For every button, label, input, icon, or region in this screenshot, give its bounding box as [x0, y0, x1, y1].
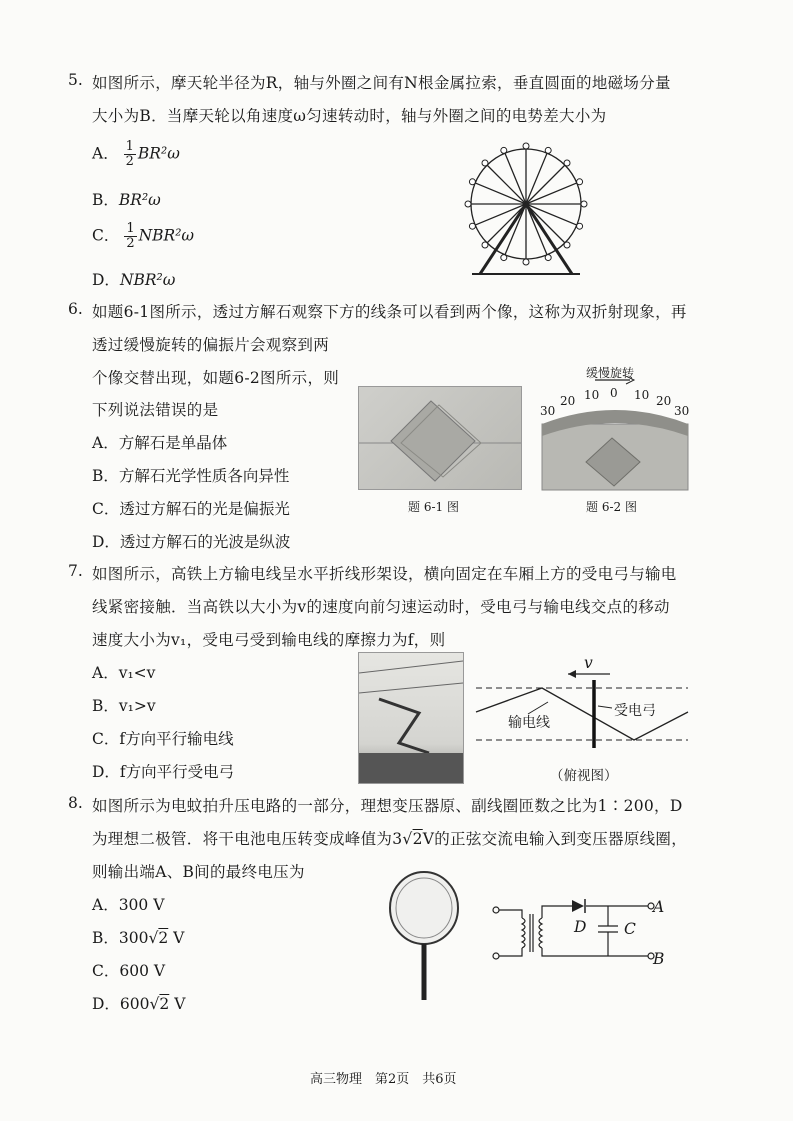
q5-option-c: C． $\frac{1}{2}$ NBR²ω [92, 221, 195, 251]
q7-option-d: D．f方向平行受电弓 [92, 763, 235, 781]
wheel-cabin [545, 147, 551, 153]
q8-option-c: C．600 V [92, 962, 166, 980]
fig-6-2-caption: 题 6-2 图 [586, 500, 637, 514]
wheel-cabin [469, 179, 475, 185]
q7-option-c: C．f方向平行输电线 [92, 730, 234, 748]
diode-label: D [574, 918, 587, 936]
q6-stem-line2: 透过缓慢旋转的偏振片会观察到两 [92, 336, 330, 354]
wheel-cabin [465, 201, 471, 207]
page-footer: 高三物理 第2页 共6页 [310, 1072, 457, 1087]
q6-option-c: C．透过方解石的光是偏振光 [92, 500, 290, 518]
wheel-spoke [487, 204, 526, 243]
q7-stem-line2: 线紧密接触．当高铁以大小为v的速度向前匀速运动时，受电弓与输电线交点的移动 [92, 598, 670, 616]
q7-stem-line3: 速度大小为v₁，受电弓受到输电线的摩擦力为f，则 [92, 631, 446, 649]
wheel-spoke [487, 165, 526, 204]
q7-option-a: A．v₁<v [92, 664, 156, 682]
wire-label: 输电线 [508, 715, 550, 731]
scale-label: 10 [584, 388, 600, 402]
q8-stem-line3: 则输出端A、B间的最终电压为 [92, 863, 305, 881]
wheel-cabin [482, 160, 488, 166]
velocity-label: v [584, 654, 593, 672]
top-view-caption: （俯视图） [550, 768, 618, 784]
scale-label: 10 [634, 388, 650, 402]
wheel-cabin [482, 242, 488, 248]
scale-label: 0 [610, 386, 618, 400]
wheel-cabin [577, 179, 583, 185]
polarizer-scale [540, 386, 690, 416]
q6-option-b: B．方解石光学性质各向异性 [92, 467, 290, 485]
pantograph-label: 受电弓 [614, 703, 656, 719]
scale-label: 30 [674, 404, 690, 418]
train-pantograph-photo [358, 652, 464, 784]
ferris-wheel-figure [462, 134, 592, 280]
wheel-spoke [526, 165, 565, 204]
wheel-cabin [501, 147, 507, 153]
q5-stem-line1: 如图所示，摩天轮半径为R，轴与外圈之间有N根金属拉索，垂直圆面的地磁场分量 [92, 74, 671, 92]
q7-stem-line1: 如图所示，高铁上方输电线呈水平折线形架设，横向固定在车厢上方的受电弓与输电 [92, 565, 677, 583]
fig-6-1-caption: 题 6-1 图 [408, 500, 459, 514]
q8-stem-line2: 为理想二极管．将干电池电压转变成峰值为3√2V的正弦交流电输入到变压器原线圈， [92, 830, 688, 848]
terminal-b-label: B [653, 950, 665, 968]
wheel-cabin [501, 255, 507, 261]
mosquito-racket-figure [384, 868, 464, 1004]
q8-option-a: A．300 V [92, 896, 165, 914]
q5-stem-line2: 大小为B．当摩天轮以角速度ω匀速转动时，轴与外圈之间的电势差大小为 [92, 107, 607, 125]
wheel-cabin [564, 242, 570, 248]
wheel-spoke [526, 204, 565, 243]
q6-stem-line3: 个像交替出现，如题6-2图所示，则 [92, 369, 340, 387]
scale-label: 30 [540, 404, 556, 418]
wheel-cabin [545, 255, 551, 261]
wheel-cabin [523, 259, 529, 265]
q5-option-a: A． $\frac{1}{2}$ BR²ω [92, 139, 180, 169]
q8-stem-line1: 如图所示为电蚊拍升压电路的一部分，理想变压器原、副线圈匝数之比为1∶200，D [92, 797, 683, 815]
capacitor-label: C [624, 920, 636, 938]
q7-number: 7. [68, 562, 83, 580]
scale-label: 20 [656, 394, 672, 408]
scale-label: 20 [560, 394, 576, 408]
q6-stem-line4: 下列说法错误的是 [92, 401, 219, 419]
wheel-cabin [523, 143, 529, 149]
calcite-photo-6-1 [358, 386, 522, 490]
terminal-a-label: A [653, 898, 665, 916]
wheel-cabin [469, 223, 475, 229]
q5-option-d: D．NBR²ω [92, 271, 176, 289]
wheel-cabin [564, 160, 570, 166]
q8-option-d: D．600√2 V [92, 995, 186, 1013]
wheel-cabin [581, 201, 587, 207]
fig-6-2-title: 缓慢旋转 [586, 366, 635, 380]
q7-option-b: B．v₁>v [92, 697, 156, 715]
q6-option-d: D．透过方解石的光波是纵波 [92, 533, 291, 551]
q6-number: 6. [68, 300, 83, 318]
q6-option-a: A．方解石是单晶体 [92, 434, 228, 452]
q5-number: 5. [68, 71, 83, 89]
q8-option-b: B．300√2 V [92, 929, 185, 947]
q6-stem-line1: 如题6-1图所示，透过方解石观察下方的线条可以看到两个像，这称为双折射现象，再 [92, 303, 687, 321]
top-view-diagram [472, 652, 692, 764]
q8-number: 8. [68, 794, 83, 812]
wheel-cabin [577, 223, 583, 229]
q5-option-b: B．BR²ω [92, 191, 161, 209]
